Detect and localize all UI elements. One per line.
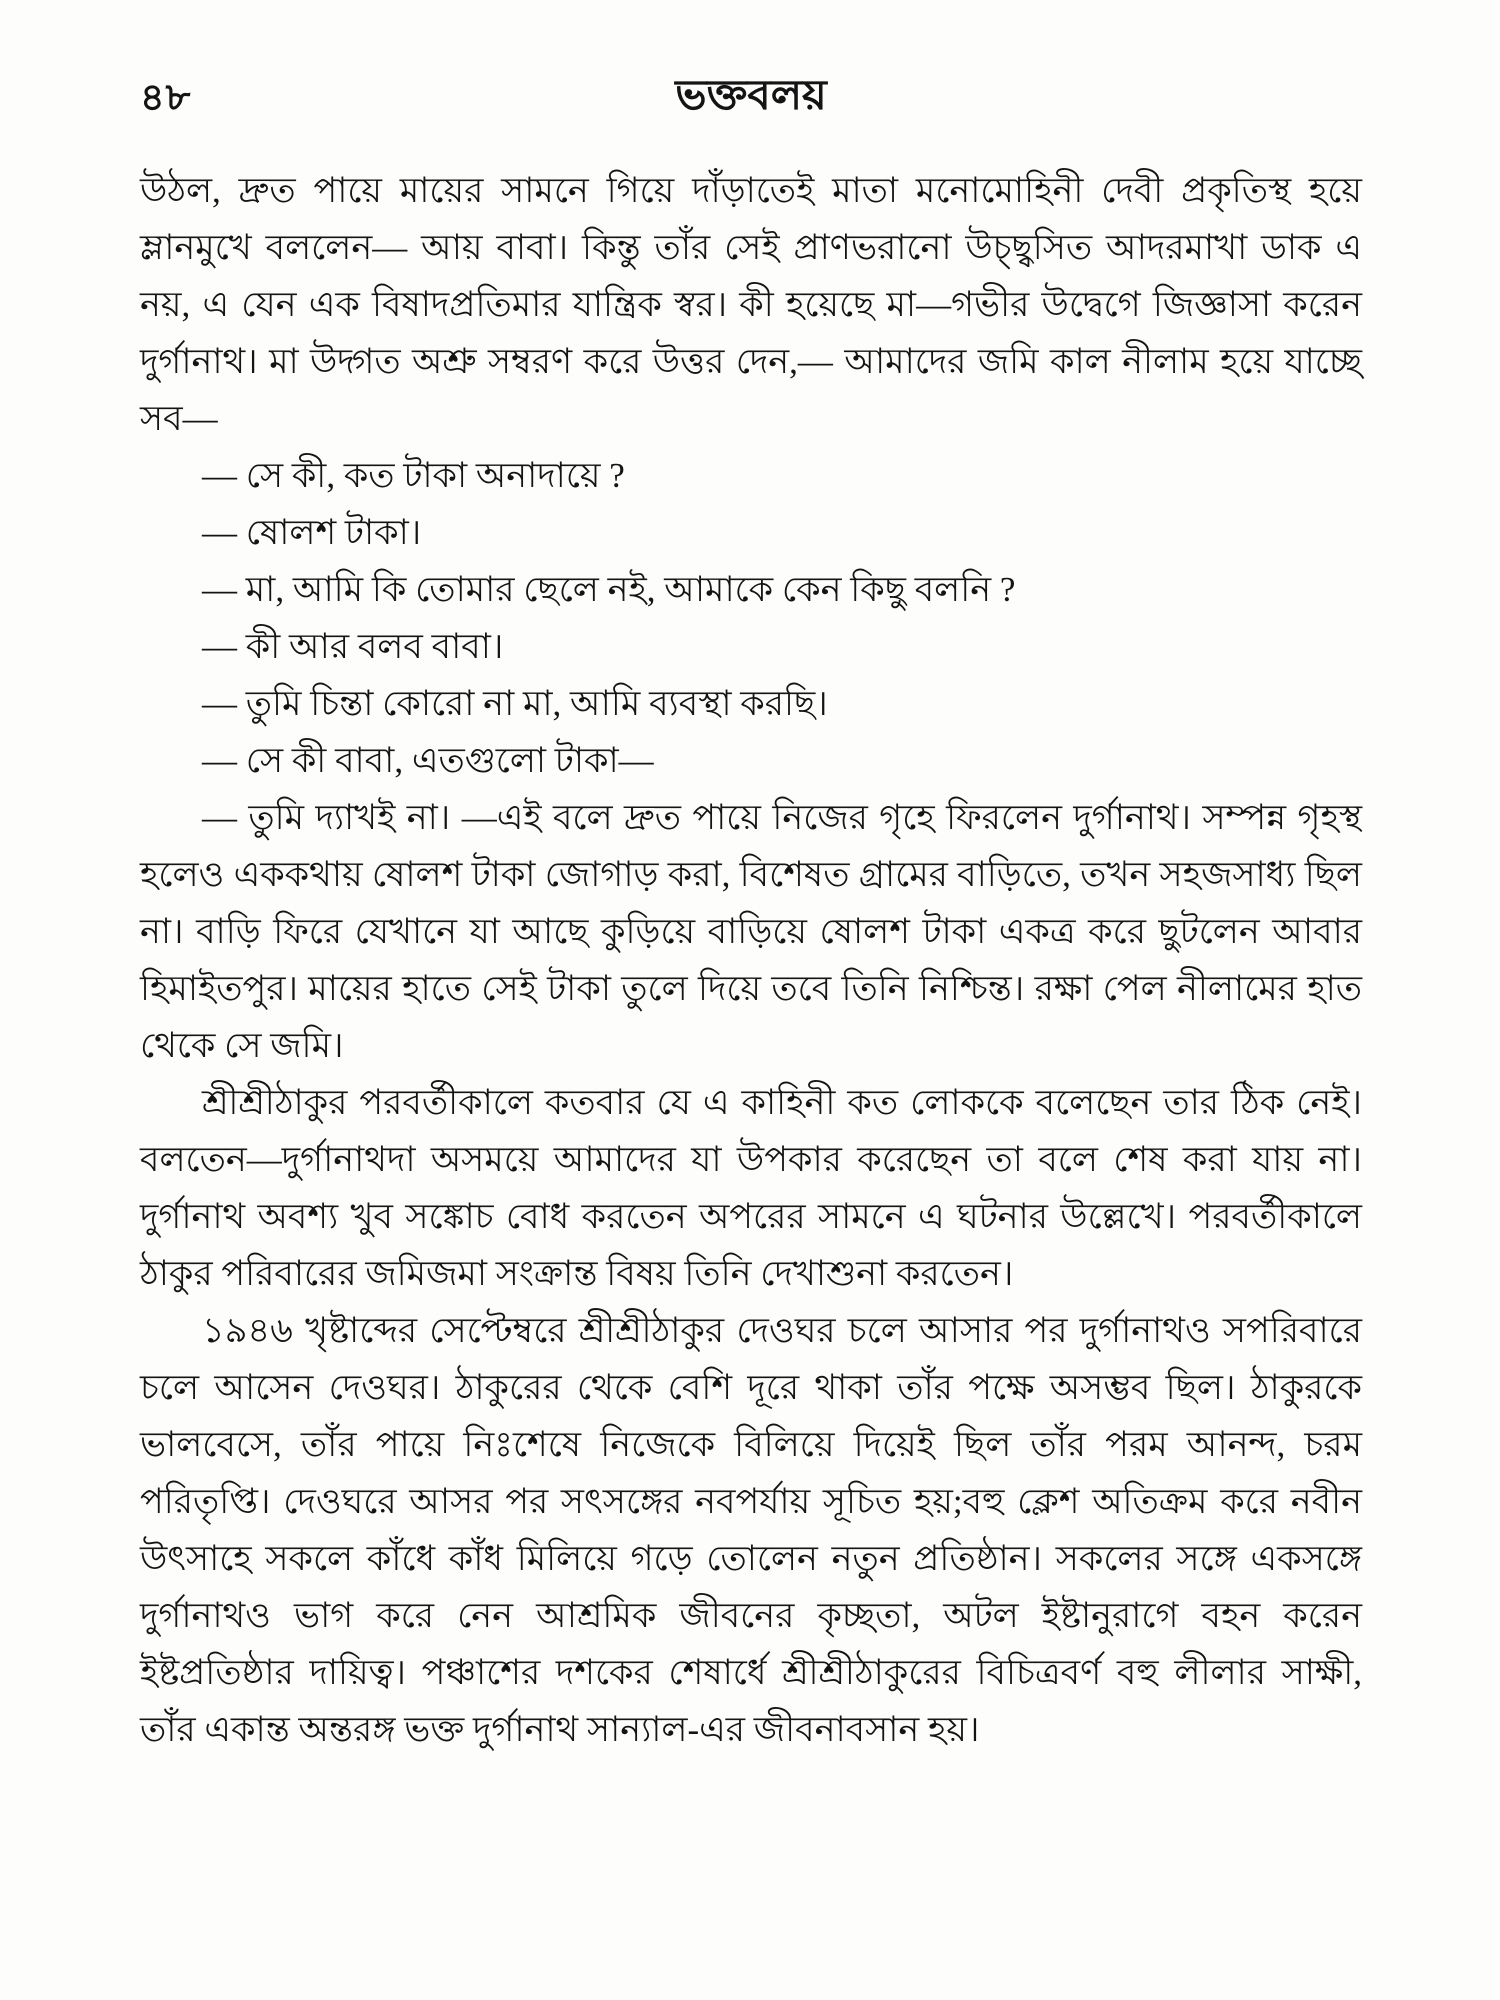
dialogue-line: — ষোলশ টাকা। bbox=[202, 513, 422, 552]
dialogue-line: — সে কী, কত টাকা অনাদায়ে ? bbox=[202, 456, 625, 495]
dialogue-line: — কী আর বলব বাবা। bbox=[202, 627, 504, 666]
paragraph: শ্রীশ্রীঠাকুর পরবর্তীকালে কতবার যে এ কাহিনী কত লোককে বলেছেন তার ঠিক নেই। বলতেন—দুর্গানাথদা অসময়ে আমাদের যা উপকার করেছেন তা বলে শেষ করা যায় না। দুর্গানাথ অবশ্য খুব সঙ্কোচ বোধ করতেন অপরের সামনে এ ঘটনার উল্লেখে। পরবর্তীকালে ঠাকুর পরিবারের জমিজমা সংক্রান্ত বিষয় তিনি দেখাশুনা করতেন। bbox=[140, 1083, 1362, 1293]
running-title: ভক্তবলয় bbox=[675, 73, 827, 119]
dialogue-line: — সে কী বাবা, এতগুলো টাকা— bbox=[202, 741, 654, 780]
opening-paragraph: উঠল, দ্রুত পায়ে মায়ের সামনে গিয়ে দাঁড়াতেই মাতা মনোমোহিনী দেবী প্রকৃতিস্থ হয়ে ম্লানমুখে বললেন— আয় বাবা। কিন্তু তাঁর সেই প্রাণভরানো উচ্ছ্বসিত আদরমাখা ডাক এ নয়, এ যেন এক বিষাদপ্রতিমার যান্ত্রিক স্বর। কী হয়েছে মা—গভীর উদ্বেগে জিজ্ঞাসা করেন দুর্গানাথ। মা উদ্গত অশ্রু সম্বরণ করে উত্তর দেন,— আমাদের জমি কাল নীলাম হয়ে যাচ্ছে সব— bbox=[140, 171, 1362, 438]
paragraph: — তুমি দ্যাখই না। —এই বলে দ্রুত পায়ে নিজের গৃহে ফিরলেন দুর্গানাথ। সম্পন্ন গৃহস্থ হলেও এককথায় ষোলশ টাকা জোগাড় করা, বিশেষত গ্রামের বাড়িতে, তখন সহজসাধ্য ছিল না। বাড়ি ফিরে যেখানে যা আছে কুড়িয়ে বাড়িয়ে ষোলশ টাকা একত্র করে ছুটলেন আবার হিমাইতপুর। মায়ের হাতে সেই টাকা তুলে দিয়ে তবে তিনি নিশ্চিন্ত। রক্ষা পেল নীলামের হাত থেকে সে জমি। bbox=[140, 798, 1362, 1065]
page-header bbox=[140, 62, 1362, 126]
page-body bbox=[140, 162, 1362, 1758]
dialogue-line: — তুমি চিন্তা কোরো না মা, আমি ব্যবস্থা করছি। bbox=[202, 684, 828, 723]
dialogue-line: — মা, আমি কি তোমার ছেলে নই, আমাকে কেন কিছু বলনি ? bbox=[202, 570, 1016, 609]
page-number: ৪৮ bbox=[140, 77, 192, 119]
paragraph: ১৯৪৬ খৃষ্টাব্দের সেপ্টেম্বরে শ্রীশ্রীঠাকুর দেওঘর চলে আসার পর দুর্গানাথও সপরিবারে চলে আসেন দেওঘর। ঠাকুরের থেকে বেশি দূরে থাকা তাঁর পক্ষে অসম্ভব ছিল। ঠাকুরকে ভালবেসে, তাঁর পায়ে নিঃশেষে নিজেকে বিলিয়ে দিয়েই ছিল তাঁর পরম আনন্দ, চরম পরিতৃপ্তি। দেওঘরে আসর পর সৎসঙ্গের নবপর্যায় সূচিত হয়;বহু ক্লেশ অতিক্রম করে নবীন উৎসাহে সকলে কাঁধে কাঁধ মিলিয়ে গড়ে তোলেন নতুন প্রতিষ্ঠান। সকলের সঙ্গে একসঙ্গে দুর্গানাথও ভাগ করে নেন আশ্রমিক জীবনের কৃচ্ছতা, অটল ইষ্টানুরাগে বহন করেন ইষ্টপ্রতিষ্ঠার দায়িত্ব। পঞ্চাশের দশকের শেষার্ধে শ্রীশ্রীঠাকুরের বিচিত্রবর্ণ বহু লীলার সাক্ষী, তাঁর একান্ত অন্তরঙ্গ ভক্ত দুর্গানাথ সান্যাল-এর জীবনাবসান হয়। bbox=[140, 1311, 1362, 1749]
